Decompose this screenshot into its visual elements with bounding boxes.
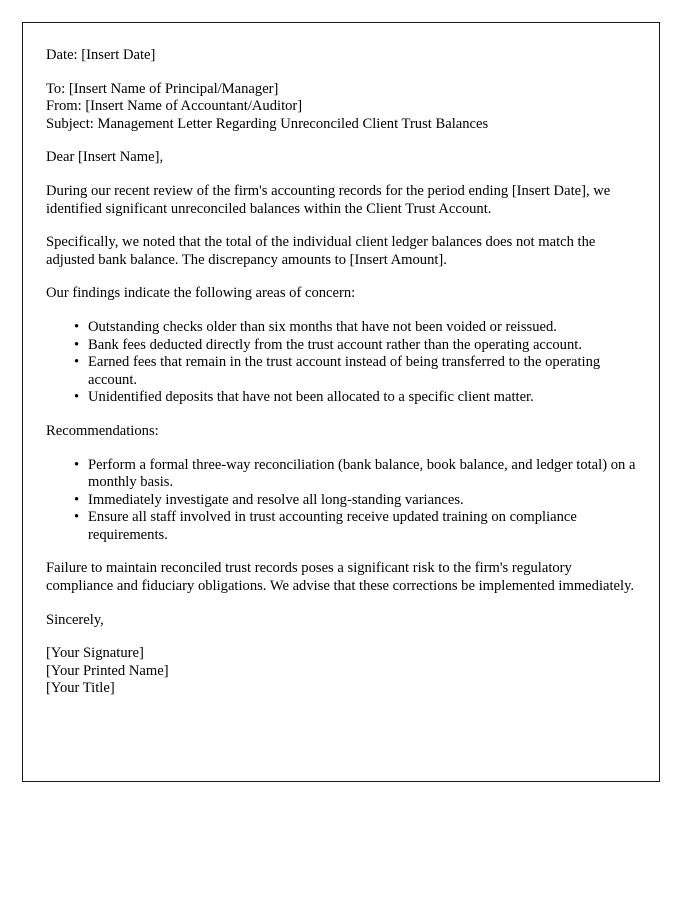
date-line: Date: [Insert Date] <box>46 47 156 63</box>
list-item: • Immediately investigate and resolve all long-standing variances. <box>88 492 640 510</box>
list-item: • Outstanding checks older than six months that have not been voided or reissued. <box>88 319 640 337</box>
salutation: Dear [Insert Name], <box>46 149 164 166</box>
findings-intro: Our findings indicate the following areas of concern: <box>46 285 356 302</box>
closing-salutation: Sincerely, <box>46 611 104 628</box>
list-item: • Bank fees deducted directly from the trust account rather than the operating account. <box>88 337 640 355</box>
signature-block <box>46 645 640 698</box>
list-item: • Unidentified deposits that have not been allocated to a specific client matter. <box>88 389 640 407</box>
opening-paragraph: During our recent review of the firm's accounting records for the period ending [Insert Date], we identified significant unreconciled balances within the Client Trust Account. <box>46 182 611 217</box>
letter-content <box>46 47 640 698</box>
signature-placeholder: [Your Signature] <box>46 645 144 662</box>
recipient-line: To: [Insert Name of Principal/Manager] <box>46 80 279 97</box>
closing-statement-paragraph: Failure to maintain reconciled trust records poses a significant risk to the firm's regulatory compliance and fiduciary obligations. We advise that these corrections be implemented immediately. <box>46 560 635 595</box>
list-item: • Perform a formal three-way reconciliation (bank balance, book balance, and ledger total) on a monthly basis. <box>88 457 640 492</box>
list-item: • Ensure all staff involved in trust accounting receive updated training on compliance requirements. <box>88 509 640 544</box>
recommendations-intro: Recommendations: <box>46 422 159 439</box>
recommendations-list <box>46 457 640 545</box>
printed-name-placeholder: [Your Printed Name] <box>46 662 169 679</box>
salutation-block <box>46 149 640 167</box>
discrepancy-paragraph: Specifically, we noted that the total of the individual client ledger balances does not match the adjusted bank balance. The discrepancy amounts to [Insert Amount]. <box>46 234 596 268</box>
title-placeholder: [Your Title] <box>46 680 115 697</box>
closing-block <box>46 612 640 630</box>
subject-line: Subject: Management Letter Regarding Unreconciled Client Trust Balances <box>46 115 489 132</box>
letter-page-frame <box>22 22 660 782</box>
findings-list <box>46 319 640 407</box>
address-block <box>46 81 640 134</box>
list-item: • Earned fees that remain in the trust account instead of being transferred to the operating account. <box>88 354 640 389</box>
date-block <box>46 47 640 65</box>
sender-line: From: [Insert Name of Accountant/Auditor] <box>46 98 303 115</box>
